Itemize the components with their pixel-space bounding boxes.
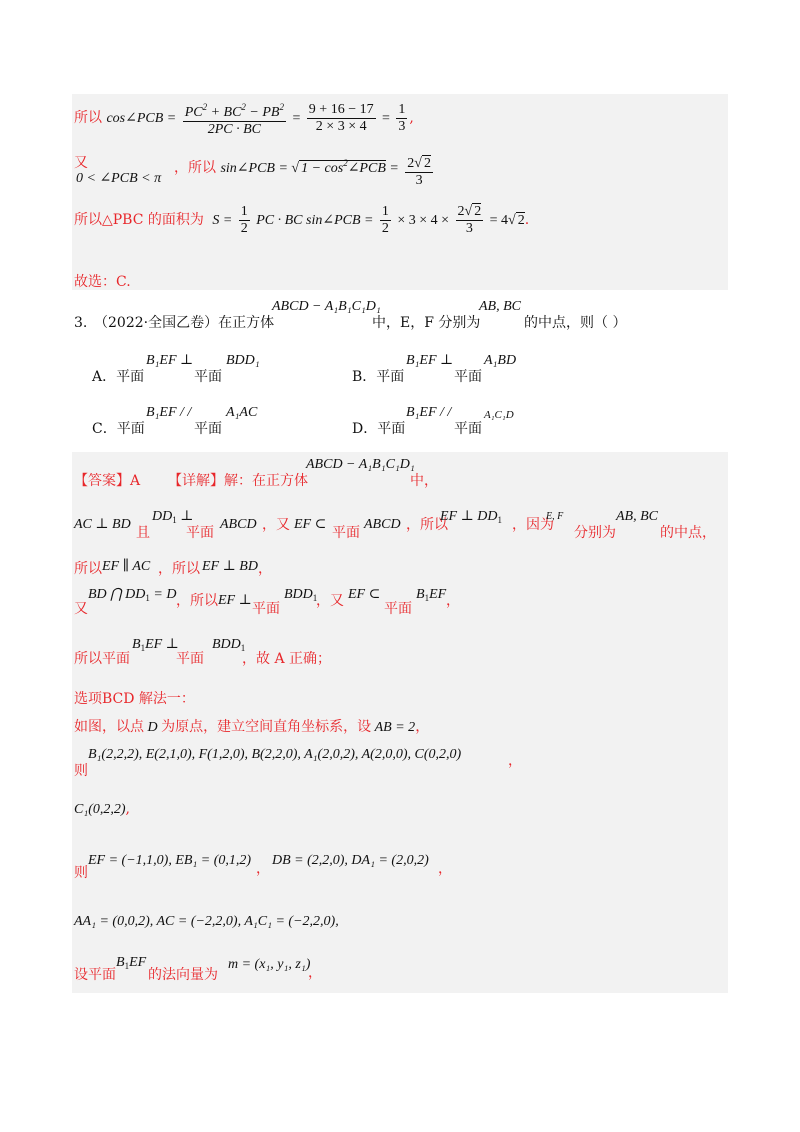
setup-line: 如图，以点 D 为原点，建立空间直角坐标系，设 AB = 2， [74, 719, 430, 735]
method-heading: 选项BCD 解法一： [74, 691, 195, 707]
cos-pcb-line: 所以 cos∠PCB = $\frac{PC^2 + BC^2 - PB^2}{2PC \cdot BC}$ = $\frac{9 + 16 - 17}{2 \times 3 \times 4}$ = $\frac{1}{3}$ , [74, 98, 414, 138]
area-line: 所以△PBC 的面积为 S = $\frac{1}{2}$ PC · BC sin∠PCB = $\frac{1}{2}$ × 3 × 4 × $\frac{2√ 2}{3}$ = 4√ 2. [74, 203, 530, 236]
c1-line: C₁(0,2,2), [74, 801, 130, 817]
choice-line: 故选：C. [74, 274, 131, 290]
vector-line-2: AA₁ = (0,0,2), AC = (−2,2,0), A₁C₁ = (−2,2,0), [74, 914, 339, 929]
